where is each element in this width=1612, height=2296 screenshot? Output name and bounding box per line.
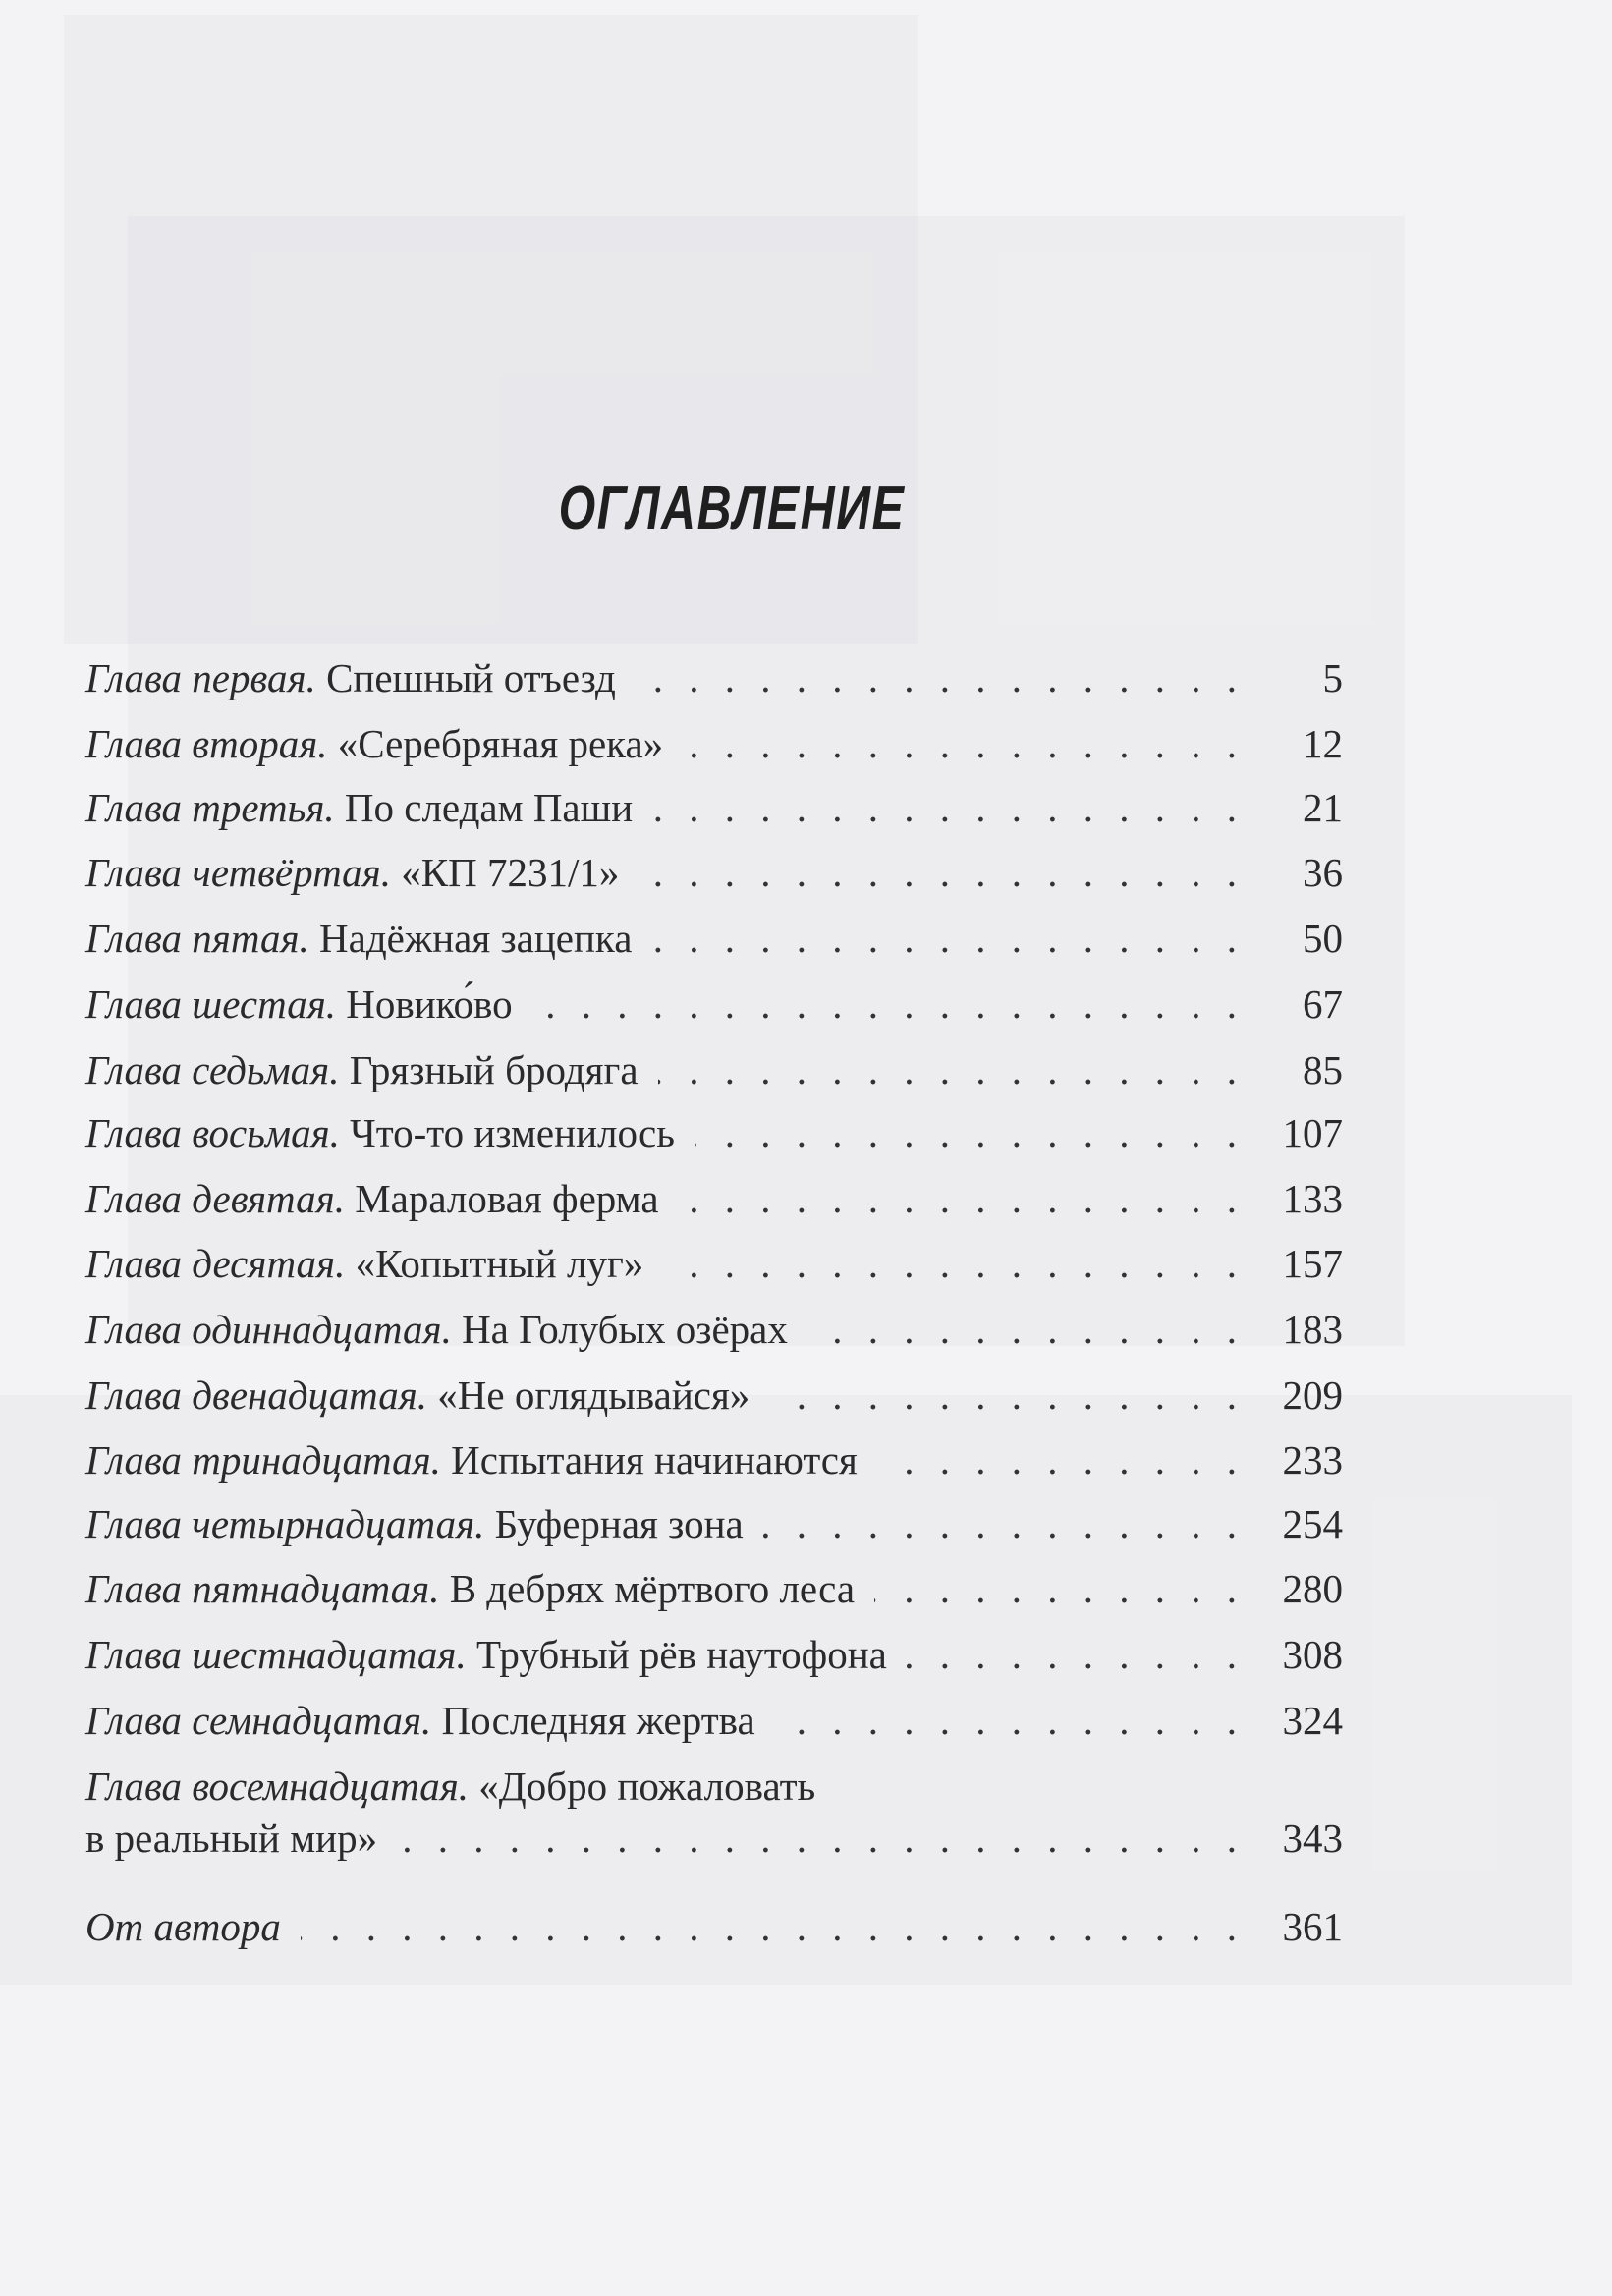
toc-entry[interactable] [85, 1494, 1343, 1553]
toc-entry[interactable] [85, 778, 1343, 837]
toc-entry[interactable] [85, 714, 1343, 773]
page-number: 343 [1282, 1816, 1343, 1861]
toc-entry[interactable] [85, 1691, 1343, 1750]
dot-leader [639, 843, 1245, 902]
chapter-label: Глава третья. [85, 785, 335, 830]
toc-entry[interactable] [85, 1757, 1343, 1816]
chapter-title: Надёжная зацепка [308, 916, 633, 961]
dot-leader [301, 1897, 1245, 1956]
page-number: 280 [1282, 1566, 1343, 1611]
chapter-title: Новико́во [336, 981, 513, 1027]
chapter-label: Глава шестая. [85, 981, 337, 1027]
chapter-label: Глава четвёртая. [85, 850, 391, 895]
chapter-label: Глава семнадцатая. [85, 1698, 432, 1743]
dot-leader [775, 1691, 1245, 1750]
toc-entry-continuation[interactable] [85, 1809, 1343, 1868]
toc-entry[interactable] [85, 975, 1343, 1034]
dot-leader [397, 1809, 1245, 1868]
page-number: 209 [1282, 1372, 1343, 1418]
chapter-label: Глава шестнадцатая. [85, 1632, 467, 1677]
chapter-label: Глава пятая. [85, 916, 309, 961]
page-number: 12 [1303, 721, 1343, 766]
chapter-label: Глава восемнадцатая. [85, 1764, 470, 1809]
chapter-title: Последняя жертва [431, 1698, 755, 1743]
dot-leader [695, 1103, 1245, 1162]
chapter-label: Глава пятнадцатая. [85, 1566, 440, 1611]
dot-leader [679, 1169, 1245, 1228]
chapter-title: Спешный отъезд [315, 655, 616, 700]
page-number: 50 [1303, 916, 1343, 961]
dot-leader [877, 1430, 1245, 1489]
toc-entry[interactable] [85, 1366, 1343, 1425]
dot-leader [663, 1234, 1245, 1293]
toc-entry[interactable] [85, 1040, 1343, 1099]
dot-leader [763, 1494, 1245, 1553]
chapter-title: Мараловая ферма [344, 1176, 659, 1221]
dot-leader [651, 909, 1245, 968]
chapter-title: Грязный бродяга [339, 1047, 639, 1092]
chapter-label: Глава десятая. [85, 1241, 346, 1286]
chapter-label: Глава тринадцатая. [85, 1437, 441, 1483]
toc-entry[interactable] [85, 843, 1343, 902]
chapter-title-continuation: в реальный мир» [85, 1816, 378, 1861]
page-number: 85 [1303, 1047, 1343, 1092]
page-number: 157 [1282, 1241, 1343, 1286]
page-number: 308 [1282, 1632, 1343, 1677]
dot-leader [769, 1366, 1245, 1425]
chapter-title: «Серебряная река» [327, 721, 664, 766]
chapter-label: Глава первая. [85, 655, 316, 700]
page-number: 324 [1282, 1698, 1343, 1743]
chapter-title: По следам Паши [334, 785, 634, 830]
dot-leader [658, 1040, 1245, 1099]
chapter-title: «КП 7231/1» [390, 850, 620, 895]
toc-entry[interactable] [85, 1625, 1343, 1684]
dot-leader [683, 714, 1245, 773]
toc-entry[interactable] [85, 648, 1343, 707]
page-number: 361 [1282, 1904, 1343, 1949]
chapter-title: Что-то изменилось [339, 1110, 675, 1155]
chapter-title: «Копытный луг» [345, 1241, 644, 1286]
chapter-title: В дебрях мёртвого леса [439, 1566, 856, 1611]
dot-leader [652, 778, 1245, 837]
page-title: ОГЛАВЛЕНИЕ [558, 474, 906, 542]
toc-entry[interactable] [85, 1103, 1343, 1162]
chapter-label: Глава четырнадцатая. [85, 1501, 485, 1546]
chapter-label: Глава двенадцатая. [85, 1372, 428, 1418]
page-number: 133 [1282, 1176, 1343, 1221]
page-number: 254 [1282, 1501, 1343, 1546]
chapter-label: Глава девятая. [85, 1176, 345, 1221]
toc-entry[interactable] [85, 1559, 1343, 1618]
chapter-label: От автора [85, 1904, 281, 1949]
dot-leader [532, 975, 1245, 1034]
chapter-title: «Добро пожаловать [469, 1764, 816, 1809]
toc-entry[interactable] [85, 1169, 1343, 1228]
chapter-title: Буферная зона [484, 1501, 744, 1546]
chapter-label: Глава вторая. [85, 721, 328, 766]
chapter-title: «Не оглядывайся» [427, 1372, 750, 1418]
chapter-label: Глава седьмая. [85, 1047, 340, 1092]
chapter-label: Глава одиннадцатая. [85, 1307, 452, 1352]
page-number: 107 [1282, 1110, 1343, 1155]
chapter-title: На Голубых озёрах [451, 1307, 788, 1352]
dot-leader [874, 1559, 1245, 1618]
dot-leader [907, 1625, 1245, 1684]
dot-leader [807, 1300, 1245, 1359]
page-number: 233 [1282, 1437, 1343, 1483]
chapter-label: Глава восьмая. [85, 1110, 340, 1155]
page-number: 183 [1282, 1307, 1343, 1352]
toc-entry[interactable] [85, 1430, 1343, 1489]
chapter-title: Испытания начинаются [440, 1437, 858, 1483]
dot-leader [636, 648, 1245, 707]
toc-entry[interactable] [85, 909, 1343, 968]
page-number: 36 [1303, 850, 1343, 895]
page-number: 5 [1322, 655, 1343, 700]
toc-entry[interactable] [85, 1234, 1343, 1293]
toc-entry[interactable] [85, 1897, 1343, 1956]
toc-entry[interactable] [85, 1300, 1343, 1359]
page-number: 21 [1303, 785, 1343, 830]
page-number: 67 [1303, 981, 1343, 1027]
chapter-title: Трубный рёв наутофона [466, 1632, 887, 1677]
